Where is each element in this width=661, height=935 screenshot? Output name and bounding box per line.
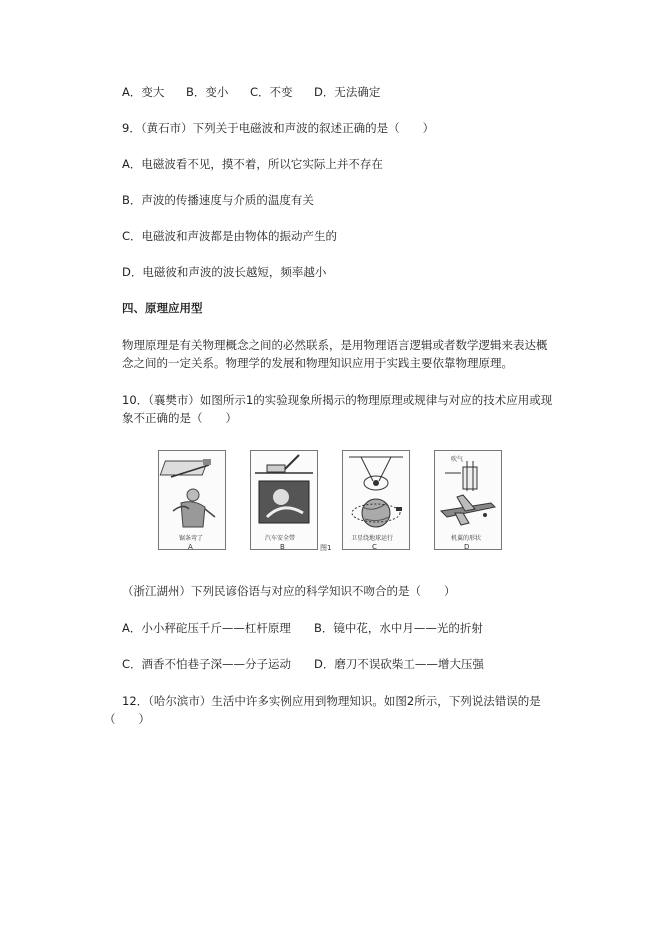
q8-option-d: D．无法确定: [314, 85, 381, 99]
figure-1-label: 图1: [320, 544, 332, 552]
q12-line-2: （ ）: [104, 712, 150, 726]
q8-option-c: C．不变: [250, 85, 293, 99]
panel-d-letter: D: [464, 543, 470, 551]
q9-stem: 9．（黄石市）下列关于电磁波和声波的叙述正确的是（ ）: [122, 121, 435, 135]
q12-line-1: 12．（哈尔滨市）生活中许多实例应用到物理知识。如图2所示，下列说法错误的是: [122, 694, 541, 708]
panel-d-top-label: 吹气: [451, 456, 464, 463]
intro-line-2: 念之间的一定关系。物理学的发展和物理知识应用于实践主要依靠物理原理。: [122, 356, 513, 370]
q11-option-b: B．镜中花，水中月——光的折射: [314, 621, 483, 635]
section-title: 四、原理应用型: [122, 301, 203, 315]
q9-option-b: B．声波的传播速度与介质的温度有关: [122, 193, 314, 207]
figure-1: [150, 447, 510, 557]
q11-stem: （浙江湖州）下列民谚俗语与对应的科学知识不吻合的是（ ）: [122, 584, 456, 598]
q8-options: [122, 84, 380, 100]
q9-option-c: C．电磁波和声波都是由物体的振动产生的: [122, 229, 338, 243]
panel-a-caption: 锯条弯了: [179, 535, 204, 542]
figure-panel-c: [342, 450, 410, 550]
figure-panel-d: [434, 450, 502, 550]
q11-option-a: A．小小秤砣压千斤——杠杆原理: [122, 621, 291, 635]
q9-option-d: D．电磁彼和声波的波长越短，频率越小: [122, 265, 327, 279]
panel-b-caption: 汽车安全带: [265, 535, 296, 542]
q8-option-b: B．变小: [186, 85, 229, 99]
figure-panel-a: [158, 450, 226, 550]
q11-options-row-1: [122, 620, 483, 636]
q11-option-d: D．磨刀不误砍柴工——增大压强: [314, 657, 484, 671]
panel-c-letter: C: [372, 543, 377, 551]
q11-option-c: C．酒香不怕巷子深——分子运动: [122, 657, 292, 671]
q10-line-2: 象不正确的是（ ）: [122, 411, 237, 425]
figure-panel-b: [250, 450, 318, 550]
q11-options-row-2: [122, 656, 484, 672]
q9-option-a: A．电磁波看不见，摸不着，所以它实际上并不存在: [122, 157, 383, 171]
q10-line-1: 10．（襄樊市）如图所示1的实验现象所揭示的物理原理或规律与对应的技术应用或现: [122, 393, 553, 407]
intro-line-1: 物理原理是有关物理概念之间的必然联系，是用物理语言逻辑或者数学逻辑来表达概: [122, 338, 548, 352]
panel-a-letter: A: [188, 543, 193, 551]
panel-c-caption: 卫星绕地球运行: [351, 535, 394, 542]
q8-option-a: A．变大: [122, 85, 165, 99]
panel-b-letter: B: [280, 543, 285, 551]
panel-d-caption: 机翼的形状: [451, 535, 482, 542]
